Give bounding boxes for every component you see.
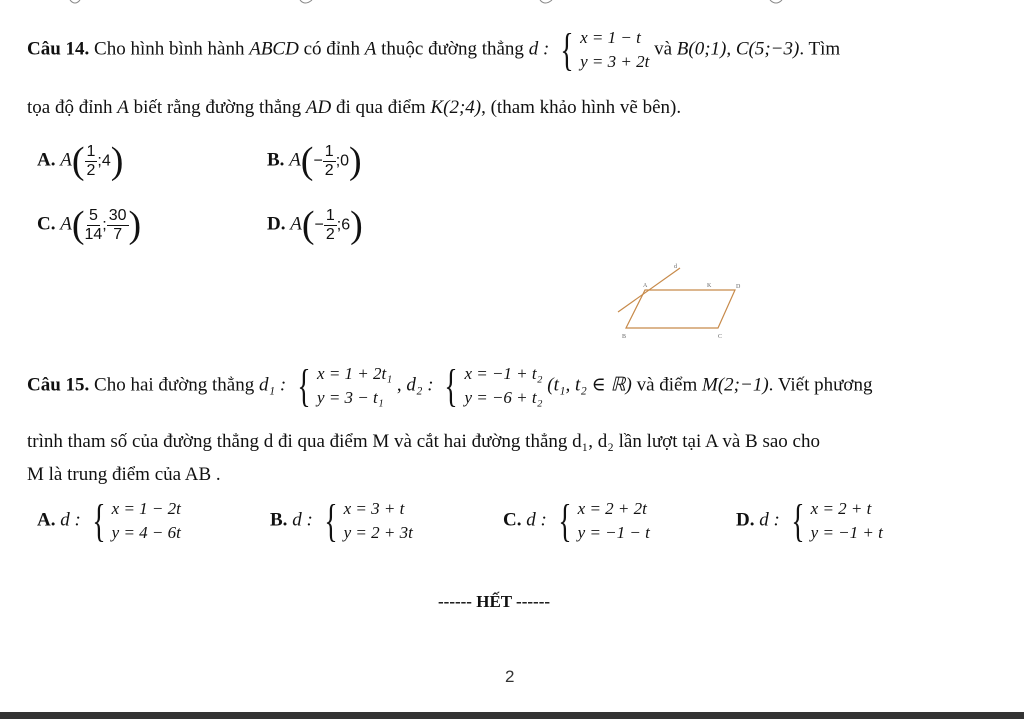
end-marker: ------ HẾT ------: [438, 592, 551, 611]
option-d-label: D.: [267, 213, 286, 235]
q15-d2-system: { x = −1 + t₂ y = −6 + t₂: [444, 360, 543, 411]
q15-option-d-label: D.: [736, 509, 755, 531]
q15-line2: trình tham số của đường thẳng d đi qua điểm M và cắt hai đường thẳng d₁, d₂ lần lượt tại A và B sao cho: [27, 431, 820, 452]
q15-d2: d₂ :: [406, 374, 434, 396]
option-c-frac2: $\frac{30}{7}$: [108, 206, 127, 243]
q14-AD: AD: [305, 97, 332, 118]
label-K: K: [707, 283, 712, 289]
parallelogram-figure: [600, 260, 760, 350]
q15-option-a[interactable]: A. d : { x = 1 − 2t y = 4 − 6t: [37, 495, 181, 546]
q15-option-d-d: d :: [759, 509, 780, 531]
q15-d1-y: y = 3 − t₁: [317, 388, 384, 407]
q15-option-c[interactable]: C. d : { x = 2 + 2t y = −1 − t: [503, 495, 650, 546]
q14-text1: Cho hình bình hành: [94, 38, 245, 60]
q14-line2a: tọa độ đỉnh: [27, 97, 113, 118]
option-d-pre: A: [290, 213, 302, 235]
q14-line2-A: A: [117, 97, 129, 118]
q15-option-a-d: d :: [60, 509, 81, 531]
q15-comma: ,: [396, 374, 402, 396]
q15-text1: Cho hai đường thẳng: [94, 374, 255, 396]
q15-text3: . Viết phương: [768, 374, 873, 396]
option-c-sep: ;: [102, 216, 107, 234]
q15-d2-x: x = −1 + t₂: [464, 364, 543, 383]
option-c-pre: A: [60, 213, 72, 235]
q14-K: K(2;4): [430, 97, 482, 118]
q14-line2c: đi qua điểm: [336, 97, 426, 118]
q15-text2: và điểm: [636, 374, 698, 396]
q14-option-c[interactable]: C. A( $\frac{5}{14}$ ; $\frac{30}{7}$ ): [37, 204, 142, 246]
q14-option-d[interactable]: D. A(− $\frac{1}{2}$ ;6): [267, 204, 363, 246]
q15-option-a-label: A.: [37, 509, 56, 531]
option-a-frac: $\frac{1}{2}$: [86, 142, 96, 179]
q14-option-b[interactable]: B. A(− $\frac{1}{2}$ ;0): [267, 140, 362, 182]
option-b-sign: −: [313, 152, 323, 170]
parallelogram-abcd: [626, 290, 735, 328]
q14-sys-y: y = 3 + 2t: [580, 52, 650, 71]
label-B: B: [622, 334, 627, 340]
q14-text3: thuộc đường thẳng: [381, 38, 524, 60]
option-b-post: ;0: [335, 152, 350, 170]
q15-d1: d₁ :: [259, 374, 287, 396]
q15-line1: [27, 362, 872, 410]
q15-d2-y: y = −6 + t₂: [464, 388, 543, 407]
q14-sys-x: x = 1 − t: [580, 28, 641, 47]
q14-label: Câu 14.: [27, 38, 90, 60]
option-c-frac1: $\frac{5}{14}$: [84, 206, 103, 243]
option-a-post: ;4: [97, 152, 111, 170]
option-a-label: A.: [37, 149, 56, 171]
q15-d1-x: x = 1 + 2t₁: [317, 364, 393, 383]
q14-and: và: [654, 38, 673, 60]
label-A: A: [643, 283, 648, 289]
option-b-frac: $\frac{1}{2}$: [324, 142, 334, 179]
q14-line1: [27, 26, 840, 74]
q15-line3: M là trung điểm của AB .: [27, 464, 221, 485]
option-c-label: C.: [37, 213, 56, 235]
q14-d-name: d :: [528, 38, 550, 60]
q15-option-b-d: d :: [292, 509, 313, 531]
q15-option-c-label: C.: [503, 509, 522, 531]
page-number: 2: [505, 667, 515, 686]
q15-option-b-label: B.: [270, 509, 288, 531]
q14-tim: . Tìm: [799, 38, 841, 60]
option-a-pre: A: [60, 149, 72, 171]
option-b-pre: A: [289, 149, 301, 171]
q14-system: { x = 1 − t y = 3 + 2t: [560, 24, 650, 75]
q15-option-d[interactable]: D. d : { x = 2 + t y = −1 + t: [736, 495, 883, 546]
option-d-frac: $\frac{1}{2}$: [325, 206, 335, 243]
option-b-label: B.: [267, 149, 285, 171]
q14-text2: có đỉnh: [303, 38, 361, 60]
q14-line2: [27, 97, 681, 119]
q14-A: A: [364, 38, 377, 60]
q15-option-c-d: d :: [526, 509, 547, 531]
q15-option-b[interactable]: B. d : { x = 3 + t y = 2 + 3t: [270, 495, 413, 546]
q15-label: Câu 15.: [27, 374, 90, 396]
q15-d1-system: { x = 1 + 2t₁ y = 3 − t₁: [297, 360, 393, 411]
q14-line2b: biết rằng đường thẳng: [133, 97, 302, 118]
label-top: d: [674, 264, 677, 270]
option-d-sign: −: [314, 216, 324, 234]
label-C: C: [718, 334, 723, 340]
option-d-post: ;6: [336, 216, 351, 234]
q15-M: M(2;−1): [702, 374, 769, 396]
top-cropped-marks: [0, 0, 1024, 8]
q14-points: B(0;1), C(5;−3): [676, 38, 800, 60]
q14-line2d: , (tham khảo hình vẽ bên).: [481, 97, 682, 118]
q15-params: (t₁, t₂ ∈ ℝ): [547, 374, 632, 396]
q14-abcd: ABCD: [249, 38, 299, 60]
label-D: D: [736, 284, 741, 290]
bottom-bar: [0, 712, 1024, 719]
q14-option-a[interactable]: A. A( $\frac{1}{2}$ ;4): [37, 140, 124, 182]
